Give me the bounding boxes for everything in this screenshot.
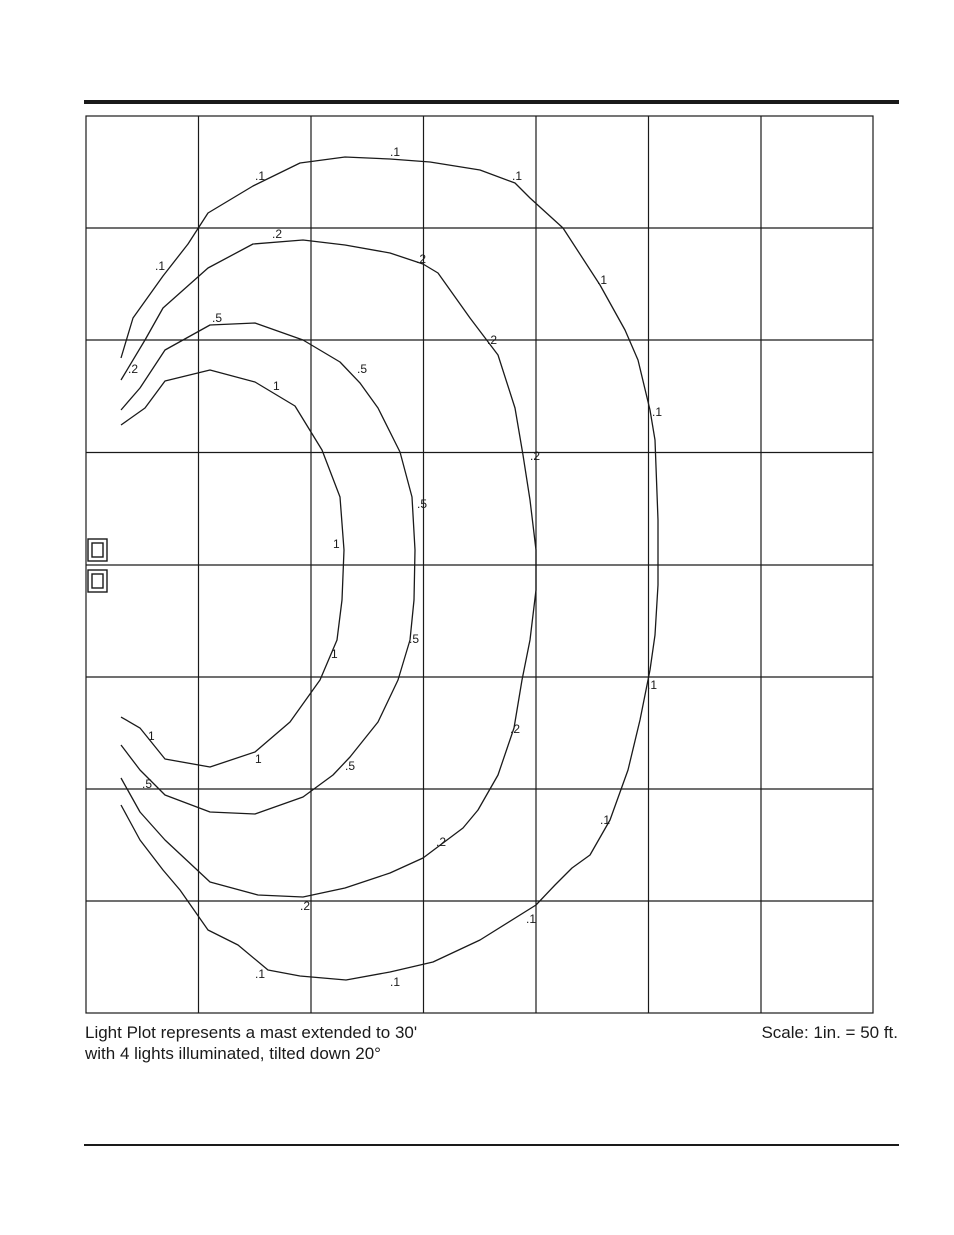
contour-label: .2	[300, 899, 311, 913]
contour-label: .1	[390, 975, 401, 989]
contour-label: .5	[357, 362, 368, 376]
contour-label: .2	[487, 333, 498, 347]
contour-label: .2	[530, 449, 541, 463]
plot-caption	[85, 1022, 417, 1064]
contour-label: .1	[597, 273, 608, 287]
contour-label: .1	[647, 678, 658, 692]
contour-label: 1	[331, 647, 338, 661]
contour-label: .1	[255, 967, 266, 981]
contour-label: .5	[142, 777, 153, 791]
contour-label: .1	[512, 169, 523, 183]
contour-labels	[128, 145, 662, 989]
contour-label: .5	[345, 759, 356, 773]
contour-label: .5	[409, 632, 420, 646]
contour-label: .1	[255, 169, 266, 183]
contour-label: .1	[526, 912, 537, 926]
contour-label: .1	[652, 405, 663, 419]
contour-label: .2	[272, 227, 283, 241]
contour-label: .2	[510, 722, 521, 736]
contour-label: .1	[600, 813, 611, 827]
contour-label: 1	[273, 379, 280, 393]
contour-line-0-1	[121, 157, 658, 980]
contour-label: 1	[333, 537, 340, 551]
contour-label: .5	[212, 311, 223, 325]
bottom-rule	[84, 1144, 899, 1146]
contour-label: .2	[436, 835, 447, 849]
contour-label: .2	[416, 252, 427, 266]
plot-scale: Scale: 1in. = 50 ft.	[761, 1023, 898, 1042]
contour-label: 1	[148, 729, 155, 743]
contour-label: .2	[128, 362, 139, 376]
contour-label: .5	[417, 497, 428, 511]
caption-line-2: with 4 lights illuminated, tilted down 20°	[85, 1044, 381, 1063]
contour-lines	[121, 157, 658, 980]
contour-label: 1	[255, 752, 262, 766]
contour-line-0-2	[121, 240, 536, 897]
caption-line-1: Light Plot represents a mast extended to 30'	[85, 1023, 418, 1042]
plot-grid	[86, 116, 873, 1013]
contour-label: .1	[390, 145, 401, 159]
contour-label: .1	[155, 259, 166, 273]
